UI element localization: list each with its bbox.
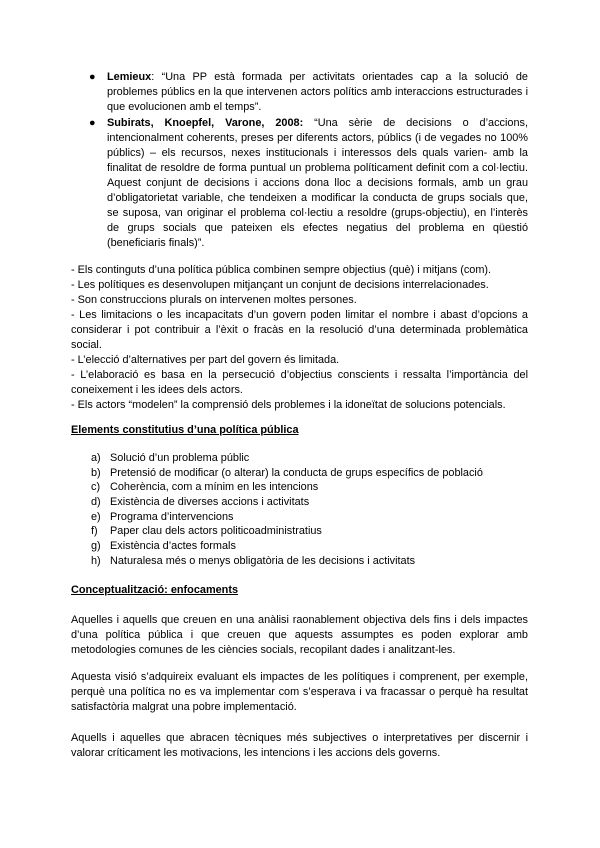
dash-line: - Son construccions plurals on intervenen moltes persones. bbox=[71, 294, 357, 306]
list-item-text: Programa d’intervencions bbox=[110, 510, 234, 523]
dash-line: - L’elaboració es basa en la persecució d’objectius conscients i ressalta l’importància del coneixement i les idees dels actors. bbox=[71, 369, 528, 396]
paragraph: Aquelles i aquells que creuen en una anàlisi raonablement objectiva dels fins i dels impactes d’una política pública i que creuen que aquests assumptes es poden explorar amb metodologies comunes de les ciències socials, recopilant dades i analitzant-les. bbox=[71, 614, 528, 656]
list-item-text: Existència de diverses accions i activitats bbox=[110, 496, 310, 509]
paragraph: Aquells i aquelles que abracen tècniques més subjectives o interpretatives per discernir i valorar críticament les motivacions, les intencions i les accions dels governs. bbox=[71, 732, 528, 759]
list-item-text: Existència d’actes formals bbox=[110, 540, 236, 553]
bullet-author: Subirats, Knoepfel, Varone, 2008: bbox=[107, 117, 304, 129]
bullet-dot: ● bbox=[89, 117, 96, 129]
list-letter: b) bbox=[91, 466, 101, 479]
bullet-author: Lemieux bbox=[107, 71, 152, 83]
dash-line: - Les polítiques es desenvolupen mitjançant un conjunt de decisions interrelacionades. bbox=[71, 279, 489, 291]
bullet-item-subirats bbox=[87, 116, 528, 251]
section-heading-approaches: Conceptualització: enfocaments bbox=[71, 584, 239, 596]
bullet-item-lemieux bbox=[87, 70, 528, 115]
dash-line: - L’elecció d’alternatives per part del govern és limitada. bbox=[71, 354, 340, 366]
list-item bbox=[91, 466, 521, 481]
list-item bbox=[91, 539, 521, 554]
list-letter: a) bbox=[91, 452, 101, 464]
list-item-text: Paper clau dels actors politicoadministratius bbox=[110, 525, 322, 538]
list-letter: g) bbox=[91, 540, 101, 553]
dash-line: - Els actors “modelen” la comprensió dels problemes i la idoneïtat de solucions potencials. bbox=[71, 399, 506, 411]
list-item-text: Pretensió de modificar (o alterar) la conducta de grups específics de població bbox=[110, 466, 483, 479]
paragraph: Aquesta visió s’adquireix evaluant els impactes de les polítiques i comprenent, per exemple, perquè una política no es va implementar com s’esperava i va fracassar o perquè ha resultat satisfactòria malgrat una pobre implementació. bbox=[71, 671, 528, 713]
section-heading-elements: Elements constitutius d’una política pública bbox=[71, 424, 299, 436]
list-letter: f) bbox=[91, 525, 98, 538]
quote-bullet-list bbox=[87, 70, 528, 251]
bullet-text: : “Una PP està formada per activitats orientades cap a la solució de problemes públics en la que intervenen actors polítics amb interaccions estructurades i que evolucionen amb el temps”. bbox=[107, 71, 528, 113]
list-item bbox=[91, 451, 521, 466]
list-letter: e) bbox=[91, 510, 101, 523]
dash-line: - Els continguts d’una política pública combinen sempre objectius (què) i mitjans (com). bbox=[71, 264, 492, 276]
list-item bbox=[91, 510, 521, 525]
list-item-text: Solució d’un problema públic bbox=[110, 452, 250, 464]
bullet-dot: ● bbox=[89, 71, 96, 83]
list-item-text: Coherència, com a mínim en les intencions bbox=[110, 481, 319, 494]
list-letter: d) bbox=[91, 496, 101, 509]
list-item bbox=[91, 524, 521, 539]
list-item bbox=[91, 554, 521, 569]
list-letter: h) bbox=[91, 554, 101, 567]
list-item bbox=[91, 480, 521, 495]
dash-line: - Les limitacions o les incapacitats d’un govern poden limitar el nombre i abast d’opcions a considerar i pot contribuir a l’èxit o fracàs en la resolució d’una determinada problemàtica social. bbox=[71, 309, 528, 351]
elements-list bbox=[91, 451, 521, 569]
list-letter: c) bbox=[91, 481, 101, 494]
list-item-text: Naturalesa més o menys obligatòria de les decisions i activitats bbox=[110, 554, 416, 567]
dash-line-block bbox=[71, 263, 528, 413]
bullet-text: “Una sèrie de decisions o d’accions, intencionalment coherents, preses per diferents actors, públics (i de vegades no 100% públics) – els recursos, nexes institucionals i interessos dels quals varien- amb la finalitat de resoldre de forma puntual un problema políticament definit com a col·lectiu. Aquest conjunt de decisions i accions dona lloc a decisions formals, amb un grau d’obligatorietat variable, che tendeixen a modificar la conducta de grups socials que, se suposa, van originar el problema col·lectiu a resoldre (grups-objectiu), en l’interès de grups socials que pateixen els efectes negatius del problema en qüestió (beneficiaris finals)”. bbox=[107, 117, 528, 249]
list-item bbox=[91, 495, 521, 510]
